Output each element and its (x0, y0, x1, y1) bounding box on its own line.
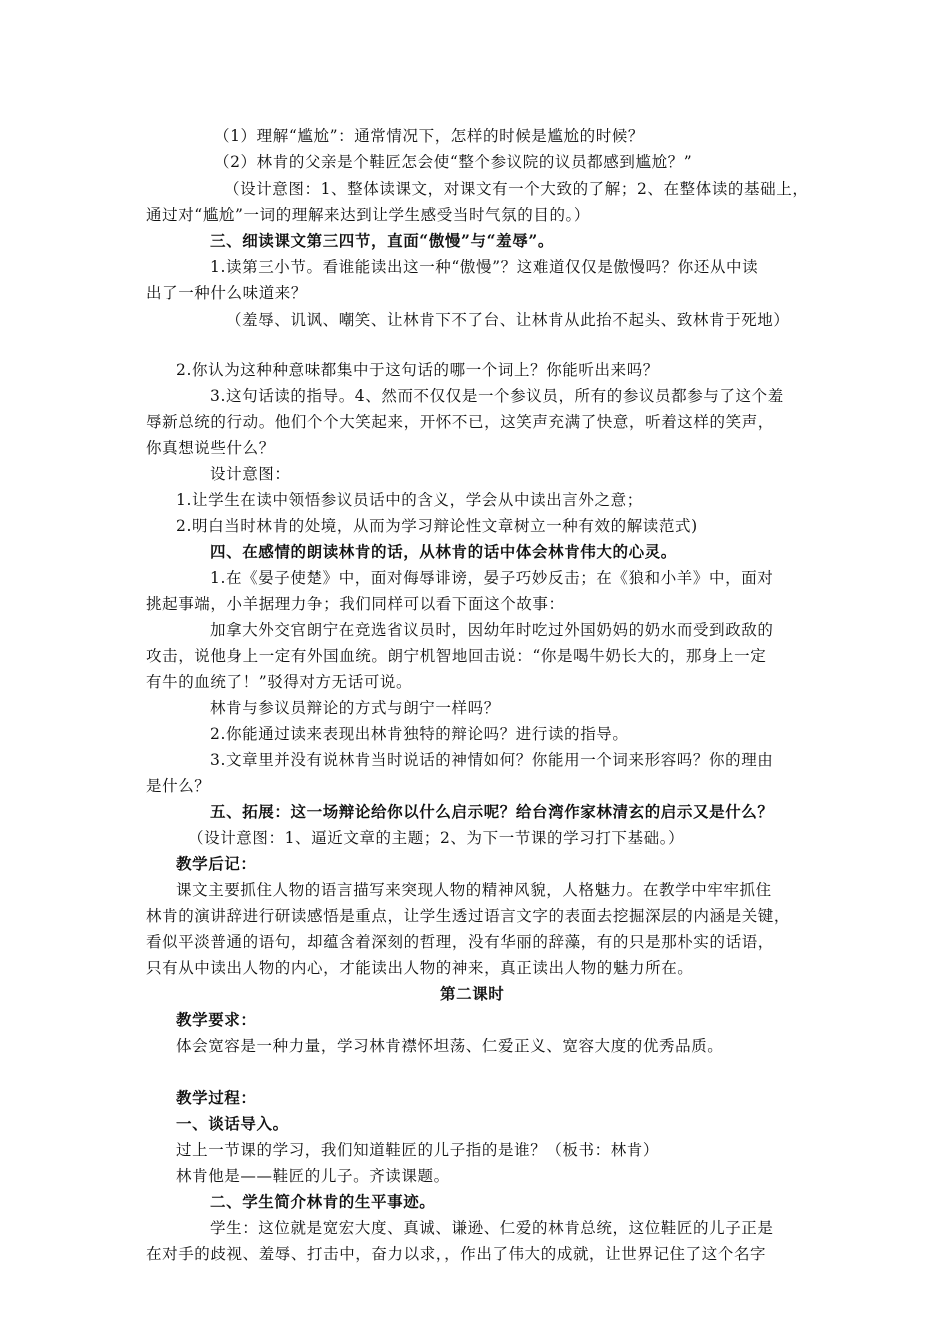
text-line: 林肯与参议员辩论的方式与朗宁一样吗？ (210, 699, 500, 717)
section-heading-4: 四、在感情的朗读林肯的话，从林肯的话中体会林肯伟大的心灵。 (210, 542, 677, 561)
design-intent-label: 设计意图： (210, 465, 291, 483)
text-line: 3.文章里并没有说林肯当时说话的神情如何？你能用一个词来形容吗？你的理由 (210, 751, 774, 769)
text-line: （2）林肯的父亲是个鞋匠怎会使“整个参议院的议员都感到尴尬？” (214, 153, 693, 171)
text-line: 2.你能通过读来表现出林肯独特的辩论吗？进行读的指导。 (210, 725, 629, 743)
teaching-requirements-heading: 教学要求： (176, 1010, 257, 1029)
section-heading-1: 一、谈话导入。 (176, 1114, 289, 1133)
text-line: 辱新总统的行动。他们个个大笑起来，开怀不已，这笑声充满了快意，听着这样的笑声， (146, 413, 774, 431)
text-line: 3.这句话读的指导。4、然而不仅仅是一个参议员，所有的参议员都参与了这个羞 (210, 387, 784, 405)
section-heading-5: 五、拓展：这一场辩论给你以什么启示呢？给台湾作家林清玄的启示又是什么？ (210, 802, 774, 821)
text-line: 1.在《晏子使楚》中，面对侮辱诽谤，晏子巧妙反击；在《狼和小羊》中，面对 (210, 569, 774, 587)
text-line: 1.读第三小节。看谁能读出这一种“傲慢”？这难道仅仅是傲慢吗？你还从中读 (210, 258, 759, 276)
text-line: 是什么？ (146, 777, 211, 795)
story-line: 攻击，说他身上一定有外国血统。朗宁机智地回击说：“你是喝牛奶长大的，那身上一定 (146, 647, 767, 665)
text-line: 2.你认为这种种意味都集中于这句话的哪一个词上？你能听出来吗？ (176, 361, 659, 379)
teaching-notes-heading: 教学后记： (176, 854, 257, 873)
text-line: 林肯的演讲辞进行研读感悟是重点，让学生透过语言文字的表面去挖掘深层的内涵是关键， (146, 907, 791, 925)
story-line: 加拿大外交官朗宁在竞选省议员时，因幼年时吃过外国奶妈的奶水而受到政敌的 (210, 621, 774, 639)
text-line: 过上一节课的学习，我们知道鞋匠的儿子指的是谁？（板书：林肯） (176, 1141, 660, 1159)
teaching-process-heading: 教学过程： (176, 1088, 257, 1107)
text-line: 体会宽容是一种力量，学习林肯襟怀坦荡、仁爱正义、宽容大度的优秀品质。 (176, 1037, 724, 1055)
section-heading-3: 三、细读课文第三四节，直面“傲慢”与“羞辱”。 (210, 231, 554, 250)
text-line: 挑起事端，小羊据理力争；我们同样可以看下面这个故事： (146, 595, 565, 613)
text-line: 出了一种什么味道来？ (146, 284, 308, 302)
text-line: 林肯他是——鞋匠的儿子。齐读课题。 (176, 1167, 450, 1185)
text-line: 通过对“尴尬”一词的理解来达到让学生感受当时气氛的目的。） (146, 206, 590, 224)
design-intent-line: （设计意图：1、逼近文章的主题；2、为下一节课的学习打下基础。） (188, 829, 685, 847)
text-line: 只有从中读出人物的内心，才能读出人物的神来，真正读出人物的魅力所在。 (146, 959, 694, 977)
text-line: 在对手的歧视、羞辱、打击中，奋力以求，，作出了伟大的成就，让世界记住了这个名字 (146, 1245, 767, 1263)
story-line: 有牛的血统了！”驳得对方无话可说。 (146, 673, 413, 691)
text-line: 你真想说些什么？ (146, 439, 275, 457)
text-line: 1.让学生在读中领悟参议员话中的含义，学会从中读出言外之意； (176, 491, 643, 509)
text-line: 课文主要抓住人物的语言描写来突现人物的精神风貌，人格魅力。在教学中牢牢抓住 (176, 881, 772, 899)
lesson-title: 第二课时 (440, 984, 505, 1003)
text-line: 看似平淡普通的语句，却蕴含着深刻的哲理，没有华丽的辞藻，有的只是那朴实的话语， (146, 933, 774, 951)
text-line: 2.明白当时林肯的处境，从而为学习辩论性文章树立一种有效的解读范式) (176, 517, 698, 535)
design-intent-line: （设计意图：1、整体读课文，对课文有一个大致的了解；2、在整体读的基础上， (224, 180, 809, 198)
section-heading-2: 二、学生简介林肯的生平事迹。 (210, 1192, 436, 1211)
text-line: （1）理解“尴尬”：通常情况下，怎样的时候是尴尬的时候？ (214, 127, 645, 145)
text-line: 学生：这位就是宽宏大度、真诚、谦逊、仁爱的林肯总统，这位鞋匠的儿子正是 (210, 1219, 774, 1237)
text-line: （羞辱、讥讽、嘲笑、让林肯下不了台、让林肯从此抬不起头、致林肯于死地） (226, 311, 790, 329)
